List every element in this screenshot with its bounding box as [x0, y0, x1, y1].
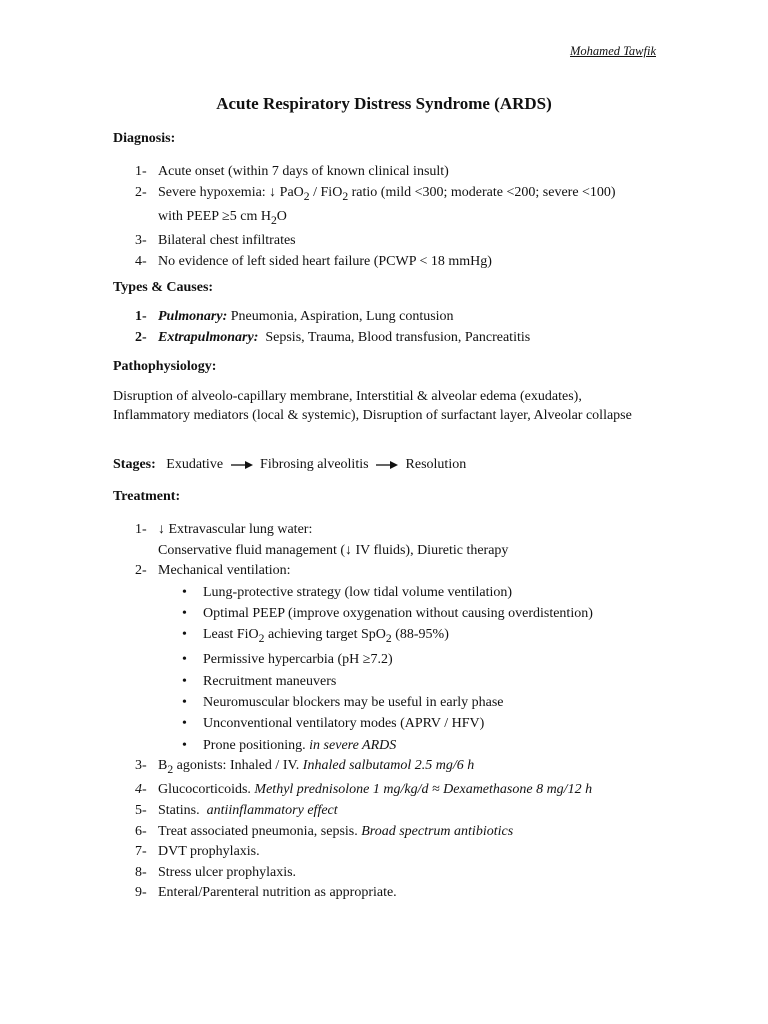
stages-line: [113, 455, 653, 474]
list-item: • Recruitment maneuvers: [158, 671, 593, 692]
list-item: 9- Enteral/Parenteral nutrition as appropriate.: [135, 885, 397, 901]
list-item: 1- Acute onset (within 7 days of known clinical insult): [135, 164, 449, 179]
stage-fibrosing: Fibrosing alveolitis: [260, 457, 369, 472]
list-item: 4- Glucocorticoids. Methyl prednisolone 1 mg/kg/d ≈ Dexamethasone 8 mg/12 h: [135, 782, 593, 798]
list-item: • Optimal PEEP (improve oxygenation without causing overdistention): [158, 603, 593, 624]
arrow-right-icon: [231, 460, 253, 470]
list-item: • Neuromuscular blockers may be useful in early phase: [158, 692, 593, 713]
author-name: Mohamed Tawfik: [570, 44, 656, 58]
pathophysiology-text: Disruption of alveolo-capillary membrane, Interstitial & alveolar edema (exudates), Inflammatory mediators (local & systemic), Disruption of surfactant layer, Alveolar collapse: [113, 389, 632, 423]
treatment-list: [113, 520, 593, 904]
types-list: [113, 307, 530, 348]
ventilation-bullets: [158, 582, 593, 756]
list-item: • Prone positioning. in severe ARDS: [158, 735, 593, 756]
list-item: 6- Treat associated pneumonia, sepsis. Broad spectrum antibiotics: [135, 823, 514, 839]
stage-resolution: Resolution: [405, 457, 467, 472]
stages-label: Stages:: [113, 457, 156, 472]
list-item: • Least FiO$_2$ achieving target SpO$_2$ (88-95%): [158, 624, 593, 649]
list-item: • Permissive hypercarbia (pH ≥7.2): [158, 649, 593, 670]
list-item: 3- Bilateral chest infiltrates: [135, 233, 296, 249]
list-item: 2- Mechanical ventilation: • Lung-protective strategy (low tidal volume ventilation) • Optimal PEEP (improve oxygenation without causing overdistention) • Least FiO$_2$ achieving target SpO$_2$ (88-95%) • Permissive hypercarbia (pH ≥7.2) • Recruitment maneuvers • Neuromuscular blockers may be useful in early phase • Unconventional ventilatory modes (APRV / HFV) • Prone positioning. in severe ARDS: [113, 561, 593, 756]
pathophysiology-heading: Pathophysiology:: [113, 359, 217, 374]
treatment-heading: Treatment:: [113, 489, 181, 504]
list-item: • Unconventional ventilatory modes (APRV / HFV): [158, 713, 593, 734]
list-item: 3- $B_2$ agonists: Inhaled / IV. Inhaled salbutamol 2.5 mg/6 h: [135, 757, 475, 776]
diagnosis-heading: Diagnosis:: [113, 131, 176, 146]
list-item: 2- Extrapulmonary: Sepsis, Trauma, Blood transfusion, Pancreatitis: [135, 329, 531, 345]
list-item: 5- Statins. antiinflammatory effect: [135, 802, 338, 818]
list-item: 2- Severe hypoxemia: ↓ PaO$_2$ / FiO$_2$ ratio (mild <300; moderate <200; severe <100) with PEEP ≥5 cm $H_2O$: [135, 184, 616, 227]
list-item: 1- Pulmonary: Pneumonia, Aspiration, Lung contusion: [135, 309, 454, 324]
list-item: 8- Stress ulcer prophylaxis.: [135, 864, 297, 880]
list-item: 7- DVT prophylaxis.: [135, 844, 260, 860]
arrow-right-icon: [376, 460, 398, 470]
stage-exudative: Exudative: [166, 457, 224, 472]
types-heading: Types & Causes:: [113, 280, 214, 295]
list-item: 4- No evidence of left sided heart failure (PCWP < 18 mmHg): [135, 253, 492, 269]
list-item: 1- ↓ Extravascular lung water: Conservative fluid management (↓ IV fluids), Diuretic therapy: [135, 522, 509, 558]
page-title: Acute Respiratory Distress Syndrome (ARDS): [216, 94, 552, 113]
diagnosis-list: [113, 162, 616, 273]
list-item: • Lung-protective strategy (low tidal volume ventilation): [158, 582, 593, 603]
